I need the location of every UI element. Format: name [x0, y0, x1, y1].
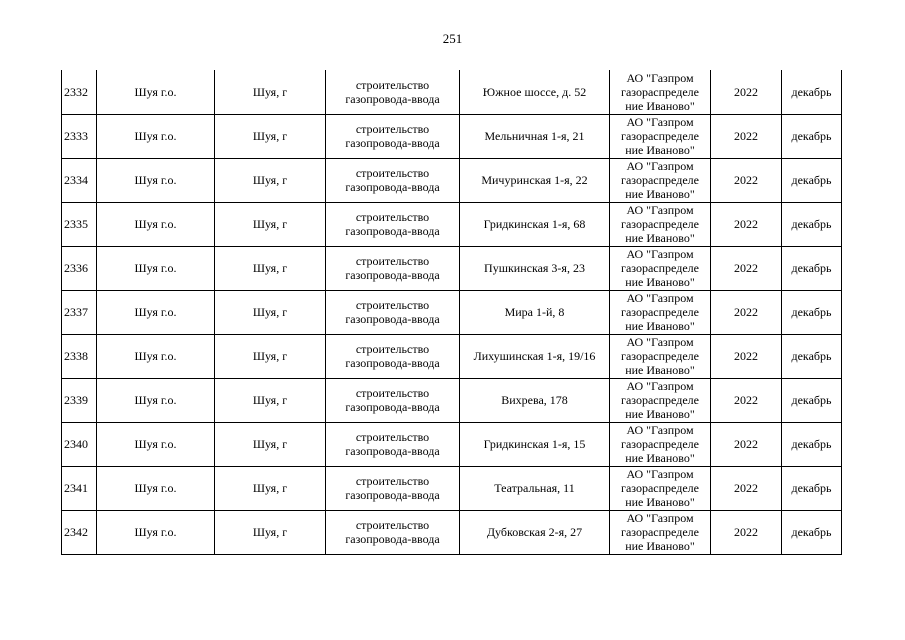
month: декабрь	[791, 129, 832, 143]
address-cell	[460, 290, 610, 334]
organization-cell	[610, 378, 711, 422]
organization-line: АО "Газпром	[626, 379, 694, 393]
work-type-line: газопровода-ввода	[345, 224, 440, 238]
work-type-cell	[326, 422, 460, 466]
table-row	[62, 114, 842, 158]
address-cell	[460, 246, 610, 290]
locality: Шуя, г	[252, 129, 288, 143]
year: 2022	[734, 305, 758, 319]
work-type-line: газопровода-ввода	[345, 356, 440, 370]
address: Вихрева, 178	[501, 393, 568, 407]
locality-cell	[215, 378, 326, 422]
organization-line: ние Иваново"	[625, 539, 695, 553]
work-type-line: газопровода-ввода	[345, 180, 440, 194]
address-cell	[460, 158, 610, 202]
year: 2022	[734, 481, 758, 495]
organization-line: ние Иваново"	[625, 451, 695, 465]
organization-cell	[610, 246, 711, 290]
organization-line: газораспределе	[621, 217, 699, 231]
table-row	[62, 202, 842, 246]
address-cell	[460, 378, 610, 422]
month-cell	[782, 466, 842, 510]
table-row	[62, 334, 842, 378]
year-cell	[711, 158, 782, 202]
organization-line: газораспределе	[621, 84, 699, 99]
organization-line: газораспределе	[621, 261, 699, 275]
organization-line: АО "Газпром	[626, 70, 694, 85]
municipality: Шуя г.о.	[134, 129, 177, 143]
month-cell	[782, 70, 842, 114]
year-cell	[711, 422, 782, 466]
municipality-cell	[97, 158, 215, 202]
organization-line: АО "Газпром	[626, 511, 694, 525]
year: 2022	[734, 349, 758, 363]
organization-line: газораспределе	[621, 437, 699, 451]
organization-line: ние Иваново"	[625, 143, 695, 157]
locality: Шуя, г	[252, 217, 288, 231]
row-number-cell	[62, 158, 97, 202]
locality-cell	[215, 70, 326, 114]
row-number-cell	[62, 510, 97, 554]
month: декабрь	[791, 305, 832, 319]
organization-line: ние Иваново"	[625, 495, 695, 509]
table-row	[62, 422, 842, 466]
municipality-cell	[97, 334, 215, 378]
row-number-cell	[62, 290, 97, 334]
work-type-cell	[326, 70, 460, 114]
row-number-cell	[62, 70, 97, 114]
month: декабрь	[791, 525, 832, 539]
table-row	[62, 70, 842, 114]
municipality: Шуя г.о.	[134, 261, 177, 275]
year: 2022	[734, 261, 758, 275]
work-type-line: газопровода-ввода	[345, 91, 440, 106]
row-number: 2335	[64, 217, 88, 231]
organization-line: газораспределе	[621, 393, 699, 407]
organization-line: газораспределе	[621, 173, 699, 187]
table-row	[62, 378, 842, 422]
organization-cell	[610, 158, 711, 202]
locality-cell	[215, 334, 326, 378]
municipality-cell	[97, 422, 215, 466]
work-type-cell	[326, 510, 460, 554]
work-type-line: газопровода-ввода	[345, 488, 440, 502]
work-type-cell	[326, 114, 460, 158]
work-type-line: строительство	[355, 77, 430, 92]
table-row	[62, 246, 842, 290]
organization-line: газораспределе	[621, 349, 699, 363]
organization-line: АО "Газпром	[626, 423, 694, 437]
address: Дубковская 2-я, 27	[486, 525, 583, 539]
month-cell	[782, 202, 842, 246]
table-row	[62, 158, 842, 202]
work-type-line: газопровода-ввода	[345, 400, 440, 414]
work-type-cell	[326, 334, 460, 378]
municipality-cell	[97, 510, 215, 554]
organization-line: АО "Газпром	[626, 203, 694, 217]
locality-cell	[215, 246, 326, 290]
organization-line: ние Иваново"	[625, 231, 695, 245]
locality-cell	[215, 158, 326, 202]
address: Лихушинская 1-я, 19/16	[473, 349, 596, 363]
work-type-line: газопровода-ввода	[345, 312, 440, 326]
municipality-cell	[97, 246, 215, 290]
organization-line: АО "Газпром	[626, 159, 694, 173]
organization-line: ние Иваново"	[625, 407, 695, 421]
month: декабрь	[791, 217, 832, 231]
row-number-cell	[62, 114, 97, 158]
municipality: Шуя г.о.	[134, 349, 177, 363]
organization-cell	[610, 202, 711, 246]
row-number-cell	[62, 202, 97, 246]
year-cell	[711, 378, 782, 422]
month: декабрь	[791, 437, 832, 451]
table-row	[62, 510, 842, 554]
work-type-line: строительство	[355, 430, 430, 444]
year: 2022	[734, 393, 758, 407]
row-number-cell	[62, 378, 97, 422]
year: 2022	[734, 173, 758, 187]
work-type-line: газопровода-ввода	[345, 268, 440, 282]
municipality: Шуя г.о.	[134, 437, 177, 451]
work-type-cell	[326, 378, 460, 422]
work-type-cell	[326, 246, 460, 290]
row-number: 2338	[64, 349, 88, 363]
year: 2022	[734, 217, 758, 231]
organization-line: ние Иваново"	[625, 275, 695, 289]
year-cell	[711, 334, 782, 378]
month-cell	[782, 290, 842, 334]
year-cell	[711, 246, 782, 290]
work-type-line: строительство	[355, 210, 430, 224]
table-row	[62, 466, 842, 510]
organization-cell	[610, 510, 711, 554]
address: Пушкинская 3-я, 23	[484, 261, 585, 275]
municipality-cell	[97, 466, 215, 510]
month: декабрь	[791, 481, 832, 495]
row-number: 2332	[64, 84, 88, 99]
organization-line: АО "Газпром	[626, 115, 694, 129]
year: 2022	[734, 437, 758, 451]
work-type-line: строительство	[355, 166, 430, 180]
work-type-line: строительство	[355, 342, 430, 356]
row-number-cell	[62, 246, 97, 290]
municipality: Шуя г.о.	[134, 525, 177, 539]
work-type-line: строительство	[355, 518, 430, 532]
municipality-cell	[97, 378, 215, 422]
work-type-cell	[326, 158, 460, 202]
month-cell	[782, 334, 842, 378]
row-number-cell	[62, 466, 97, 510]
work-type-line: строительство	[355, 474, 430, 488]
address: Гридкинская 1-я, 68	[483, 217, 586, 231]
address-cell	[460, 510, 610, 554]
register-table	[61, 70, 842, 555]
organization-line: ние Иваново"	[625, 363, 695, 377]
municipality-cell	[97, 70, 215, 114]
organization-line: ние Иваново"	[625, 319, 695, 333]
municipality: Шуя г.о.	[134, 481, 177, 495]
locality: Шуя, г	[252, 525, 288, 539]
municipality: Шуя г.о.	[134, 217, 177, 231]
organization-line: АО "Газпром	[626, 467, 694, 481]
locality-cell	[215, 466, 326, 510]
row-number: 2334	[64, 173, 88, 187]
organization-line: газораспределе	[621, 525, 699, 539]
address: Мира 1-й, 8	[504, 305, 565, 319]
locality-cell	[215, 422, 326, 466]
work-type-line: строительство	[355, 254, 430, 268]
locality: Шуя, г	[252, 305, 288, 319]
row-number-cell	[62, 334, 97, 378]
municipality: Шуя г.о.	[134, 173, 177, 187]
table-row	[62, 290, 842, 334]
register-body	[62, 70, 842, 554]
organization-line: АО "Газпром	[626, 247, 694, 261]
year: 2022	[734, 129, 758, 143]
year-cell	[711, 70, 782, 114]
municipality-cell	[97, 290, 215, 334]
row-number: 2336	[64, 261, 88, 275]
year-cell	[711, 466, 782, 510]
work-type-line: газопровода-ввода	[345, 444, 440, 458]
month-cell	[782, 114, 842, 158]
year: 2022	[734, 84, 758, 99]
work-type-line: газопровода-ввода	[345, 136, 440, 150]
page-number: 251	[442, 31, 463, 46]
address-cell	[460, 70, 610, 114]
month: декабрь	[791, 393, 832, 407]
work-type-line: строительство	[355, 122, 430, 136]
organization-cell	[610, 114, 711, 158]
municipality: Шуя г.о.	[134, 305, 177, 319]
locality: Шуя, г	[252, 261, 288, 275]
organization-line: ние Иваново"	[625, 98, 695, 113]
address-cell	[460, 334, 610, 378]
work-type-line: строительство	[355, 386, 430, 400]
month-cell	[782, 158, 842, 202]
address-cell	[460, 466, 610, 510]
row-number: 2337	[64, 305, 88, 319]
row-number: 2341	[64, 481, 88, 495]
locality: Шуя, г	[252, 173, 288, 187]
row-number: 2342	[64, 525, 88, 539]
row-number: 2339	[64, 393, 88, 407]
row-number-cell	[62, 422, 97, 466]
locality: Шуя, г	[252, 349, 288, 363]
organization-line: АО "Газпром	[626, 291, 694, 305]
locality-cell	[215, 114, 326, 158]
work-type-cell	[326, 466, 460, 510]
organization-line: газораспределе	[621, 481, 699, 495]
organization-cell	[610, 466, 711, 510]
month-cell	[782, 378, 842, 422]
work-type-cell	[326, 290, 460, 334]
organization-line: ние Иваново"	[625, 187, 695, 201]
organization-line: газораспределе	[621, 305, 699, 319]
month-cell	[782, 510, 842, 554]
organization-cell	[610, 334, 711, 378]
month: декабрь	[791, 261, 832, 275]
locality: Шуя, г	[252, 437, 288, 451]
organization-cell	[610, 70, 711, 114]
year: 2022	[734, 525, 758, 539]
work-type-cell	[326, 202, 460, 246]
month: декабрь	[791, 349, 832, 363]
address: Гридкинская 1-я, 15	[483, 437, 586, 451]
municipality-cell	[97, 114, 215, 158]
address-cell	[460, 202, 610, 246]
organization-cell	[610, 290, 711, 334]
month: декабрь	[791, 173, 832, 187]
address: Южное шоссе, д. 52	[482, 84, 587, 99]
year-cell	[711, 290, 782, 334]
year-cell	[711, 510, 782, 554]
municipality-cell	[97, 202, 215, 246]
work-type-line: газопровода-ввода	[345, 532, 440, 546]
month-cell	[782, 422, 842, 466]
municipality: Шуя г.о.	[134, 84, 177, 99]
row-number: 2333	[64, 129, 88, 143]
organization-cell	[610, 422, 711, 466]
locality: Шуя, г	[252, 481, 288, 495]
year-cell	[711, 202, 782, 246]
locality-cell	[215, 510, 326, 554]
row-number: 2340	[64, 437, 88, 451]
address-cell	[460, 114, 610, 158]
municipality: Шуя г.о.	[134, 393, 177, 407]
locality-cell	[215, 202, 326, 246]
address: Театральная, 11	[494, 481, 575, 495]
locality-cell	[215, 290, 326, 334]
locality: Шуя, г	[252, 84, 288, 99]
locality: Шуя, г	[252, 393, 288, 407]
address: Мичуринская 1-я, 22	[481, 173, 588, 187]
address: Мельничная 1-я, 21	[484, 129, 585, 143]
organization-line: газораспределе	[621, 129, 699, 143]
year-cell	[711, 114, 782, 158]
month-cell	[782, 246, 842, 290]
work-type-line: строительство	[355, 298, 430, 312]
month: декабрь	[791, 84, 832, 99]
address-cell	[460, 422, 610, 466]
organization-line: АО "Газпром	[626, 335, 694, 349]
